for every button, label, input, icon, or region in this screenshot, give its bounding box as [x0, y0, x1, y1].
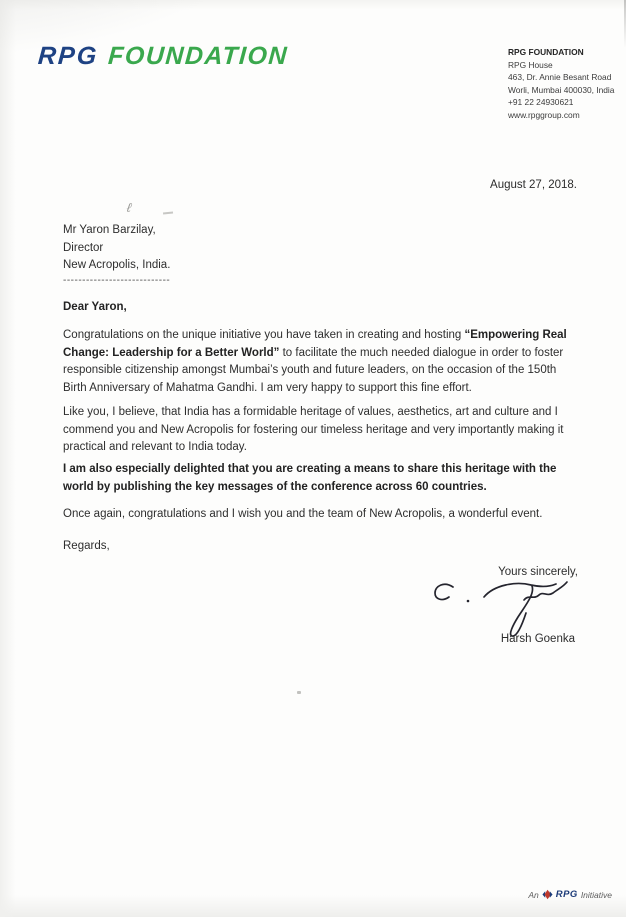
footer-suffix: Initiative	[580, 889, 612, 900]
handwritten-signature	[428, 576, 580, 640]
recipient-name: Mr Yaron Barzilay,	[63, 224, 156, 236]
valediction: Yours sincerely,	[498, 566, 578, 578]
logo-rpg-text: RPG	[37, 42, 100, 70]
paragraph-3-bold: I am also especially delighted that you are creating a means to share this heritage with the world by publishing the key messages of the conference across 60 countries.	[63, 463, 557, 493]
address-line: Worli, Mumbai 400030, India	[508, 84, 615, 95]
footer-brand-line	[528, 889, 612, 900]
recipient-separator: ----------------------------	[63, 274, 171, 286]
address-line: RPG House	[508, 59, 553, 70]
smudge-artifact	[163, 211, 173, 214]
pen-mark-artifact: ℓ	[125, 199, 133, 216]
address-website: www.rpggroup.com	[508, 109, 580, 120]
closing-regards: Regards,	[63, 540, 110, 552]
rpg-diamond-icon	[542, 889, 553, 900]
address-line: 463, Dr. Annie Besant Road	[508, 72, 612, 83]
recipient-title: Director	[63, 241, 104, 254]
rpg-foundation-logo	[37, 42, 289, 71]
scan-dot-artifact	[297, 691, 301, 694]
paragraph-1-bold-title: “Empowering Real Change: Leadership for a Better World”	[63, 329, 567, 359]
signatory-name: Harsh Goenka	[500, 633, 575, 645]
letter-date: August 27, 2018.	[490, 179, 577, 191]
footer-rpg-brand: RPG	[555, 889, 578, 900]
paragraph-1-text: to facilitate the much needed dialogue in order to foster responsible citizenship amongst Mumbai’s youth and future leaders, on the occasion of the 150th Birth Anniversary of Mahatma Gandhi. I am very happy to support this fine effort.	[63, 346, 564, 394]
paragraph-1-text: Congratulations on the unique initiative you have taken in creating and hosting	[63, 329, 465, 341]
recipient-block	[63, 222, 170, 287]
paragraph-2: Like you, I believe, that India has a formidable heritage of values, aesthetics, art and culture and I commend you and New Acropolis for fostering our timeless heritage and very importantly making it practical and relevant to India today.	[63, 406, 564, 454]
paragraph-1	[63, 327, 579, 397]
paragraph-4: Once again, congratulations and I wish you and the team of New Acropolis, a wonderful event.	[63, 508, 543, 520]
logo-foundation-text: FOUNDATION	[107, 42, 289, 70]
recipient-org: New Acropolis, India.	[63, 259, 171, 271]
letterhead-address-block	[508, 46, 626, 122]
footer-prefix: An	[528, 889, 539, 900]
address-org-name: RPG FOUNDATION	[508, 47, 584, 57]
address-phone: +91 22 24930621	[508, 97, 574, 108]
salutation: Dear Yaron,	[63, 301, 127, 313]
